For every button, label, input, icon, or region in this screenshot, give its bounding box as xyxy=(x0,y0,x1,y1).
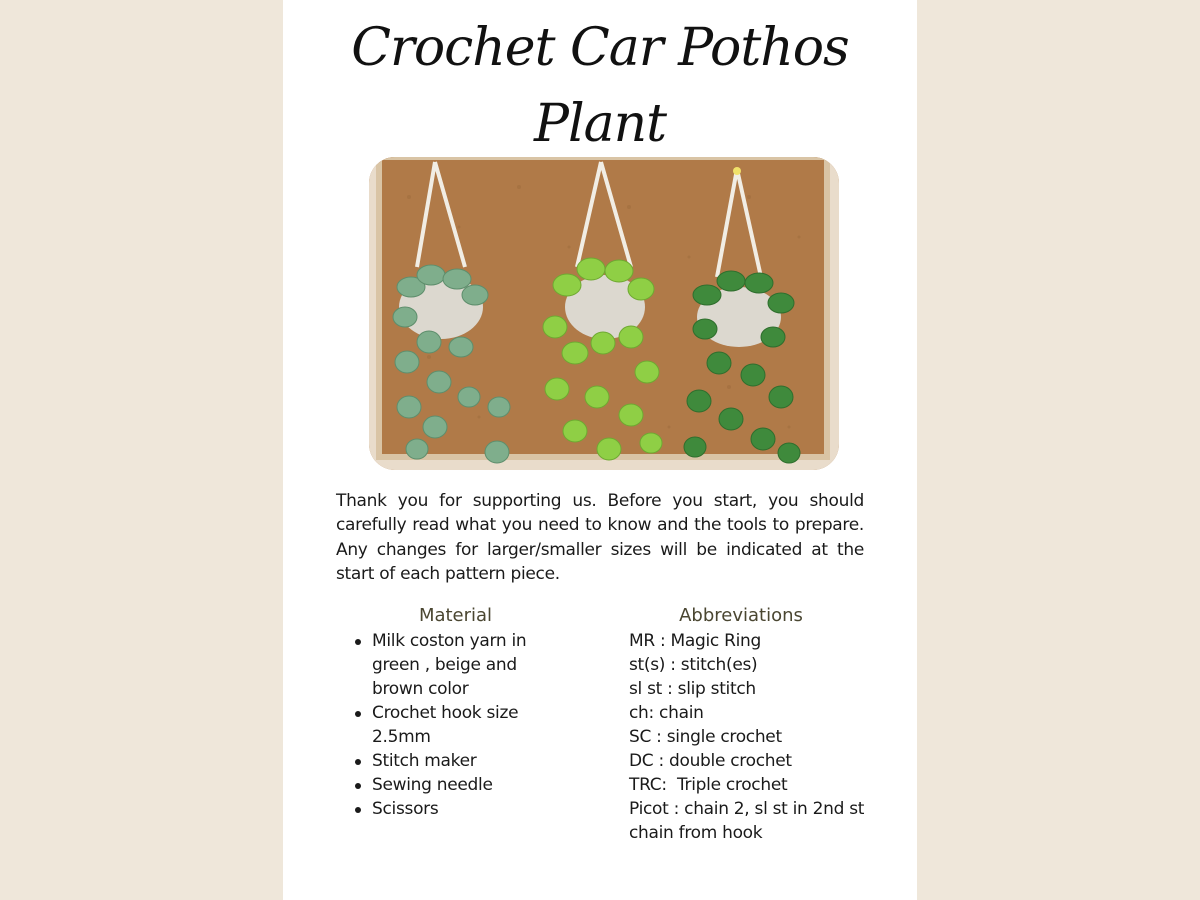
pattern-page xyxy=(283,0,917,900)
abbreviations-section xyxy=(629,604,869,845)
intro-paragraph: Thank you for supporting us. Before you start, you should carefully read what you need to know and the tools to prepare. Any changes for larger/smaller sizes will be indicated at the start of each pattern piece. xyxy=(336,491,864,585)
plant-photo xyxy=(369,157,839,470)
material-section xyxy=(343,604,568,821)
material-item: Crochet hook size 2.5mm xyxy=(343,701,568,749)
material-item: Milk coston yarn in green , beige and brown color xyxy=(343,629,568,701)
material-item: Stitch maker xyxy=(343,749,568,773)
abbreviation-item: SC : single crochet xyxy=(629,727,782,747)
abbreviation-item: Picot : chain 2, sl st in 2nd st chain from hook xyxy=(629,799,870,843)
abbreviation-item: ch: chain xyxy=(629,703,704,723)
plant-photo-illustration xyxy=(369,157,839,470)
abbreviation-item: st(s) : stitch(es) xyxy=(629,655,758,675)
abbreviation-item: MR : Magic Ring xyxy=(629,631,761,651)
abbreviation-item: DC : double crochet xyxy=(629,751,792,771)
abbreviation-item: TRC: Triple crochet xyxy=(629,775,788,795)
abbreviations-list xyxy=(629,629,869,845)
material-item: Sewing needle xyxy=(343,773,568,797)
abbreviation-item: sl st : slip stitch xyxy=(629,679,756,699)
abbreviations-heading: Abbreviations xyxy=(679,605,803,626)
material-heading: Material xyxy=(418,605,493,626)
material-list xyxy=(343,629,568,821)
material-item: Scissors xyxy=(343,797,568,821)
page-title: Crochet Car Pothos Plant xyxy=(351,18,849,154)
